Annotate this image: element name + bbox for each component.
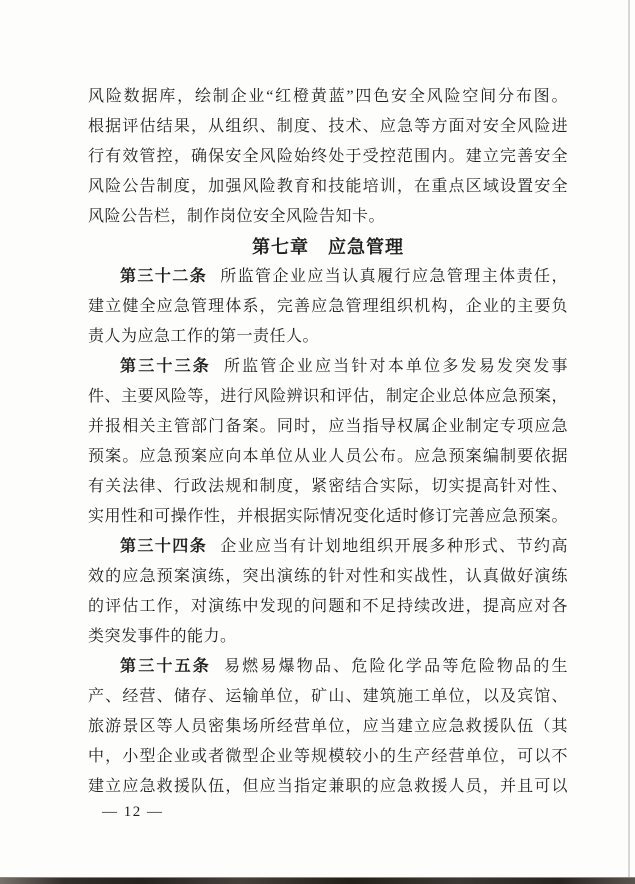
page-body — [88, 82, 568, 802]
article-opening-text: 企业应当有计划地组织开展多种形式、节约高 — [220, 538, 568, 555]
text-line: 行有效管控，确保安全风险始终处于受控范围内。建立完善安全 — [88, 148, 568, 165]
article-number: 第三十四条 — [120, 538, 208, 555]
article-first-line — [88, 352, 568, 382]
article-number: 第三十三条 — [120, 358, 211, 375]
scan-edge-bottom — [0, 877, 635, 884]
text-line: 产、经营、储存、运输单位，矿山、建筑施工单位，以及宾馆、 — [88, 688, 568, 705]
scan-edge-right — [628, 0, 630, 884]
article-opening-text: 易燃易爆物品、危险化学品等危险物品的生 — [223, 658, 568, 675]
article-number: 第三十二条 — [120, 268, 208, 285]
text-line: 的评估工作，对演练中发现的问题和不足持续改进，提高应对各 — [88, 598, 568, 615]
text-line: 实用性和可操作性，并根据实际情况变化适时修订完善应急预案。 — [88, 508, 568, 525]
article-number: 第三十五条 — [120, 658, 211, 675]
article-first-line — [88, 262, 568, 292]
page-number: — 12 — — [102, 804, 164, 820]
article-opening-text: 所监管企业应当针对本单位多发易发突发事 — [223, 358, 568, 375]
chapter-heading: 第七章 应急管理 — [252, 237, 404, 257]
text-line: 根据评估结果，从组织、制度、技术、应急等方面对安全风险进 — [88, 118, 568, 135]
text-line: 预案。应急预案应向本单位从业人员公布。应急预案编制要依据 — [88, 448, 568, 465]
text-line: 类突发事件的能力。 — [88, 628, 237, 645]
text-line: 建立健全应急管理体系，完善应急管理组织机构，企业的主要负 — [88, 298, 568, 315]
text-line: 有关法律、行政法规和制度，紧密结合实际，切实提高针对性、 — [88, 478, 568, 495]
text-line: 效的应急预案演练，突出演练的针对性和实战性，认真做好演练 — [88, 568, 568, 585]
text-line: 件、主要风险等，进行风险辨识和评估，制定企业总体应急预案， — [88, 388, 568, 405]
article-first-line — [88, 532, 568, 562]
article-opening-text: 所监管企业应当认真履行应急管理主体责任， — [220, 268, 568, 285]
text-line: 旅游景区等人员密集场所经营单位，应当建立应急救援队伍（其 — [88, 718, 568, 735]
text-line: 风险公告制度，加强风险教育和技能培训，在重点区域设置安全 — [88, 178, 568, 195]
text-line: 并报相关主管部门备案。同时，应当指导权属企业制定专项应急 — [88, 418, 568, 435]
text-line: 责人为应急工作的第一责任人。 — [88, 328, 320, 345]
text-line: 风险公告栏，制作岗位安全风险告知卡。 — [88, 208, 386, 225]
text-line: 风险数据库，绘制企业“红橙黄蓝”四色安全风险空间分布图。 — [88, 88, 568, 105]
article-first-line — [88, 652, 568, 682]
text-line: 建立应急救援队伍，但应当指定兼职的应急救援人员，并且可以 — [88, 778, 568, 795]
text-line: 中，小型企业或者微型企业等规模较小的生产经营单位，可以不 — [88, 748, 568, 765]
